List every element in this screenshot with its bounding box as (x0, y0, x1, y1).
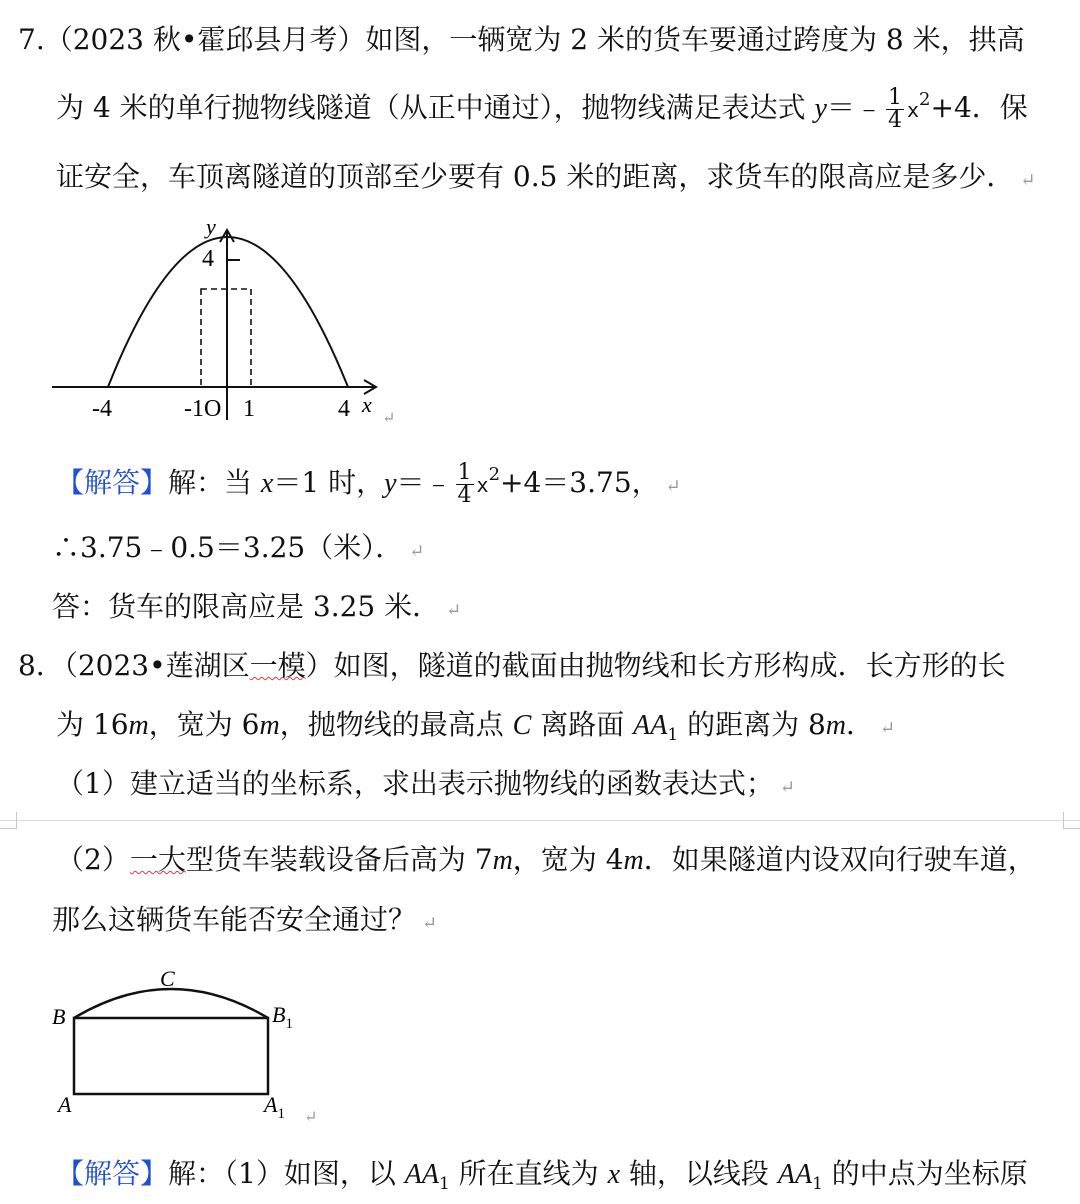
subscript: 1 (438, 1174, 450, 1194)
part2-text: 那么这辆货车能否安全通过？ (52, 903, 417, 936)
q8-text: 离路面 (531, 708, 634, 741)
segment-AA: AA (404, 1159, 439, 1190)
var-x: x (260, 468, 274, 499)
label-B1-sub: 1 (285, 1016, 293, 1032)
arch-curve (74, 989, 268, 1018)
unit-m: m (623, 845, 644, 876)
part1-text: （1）建立适当的坐标系，求出表示抛物线的函数表达式； (56, 767, 774, 800)
return-mark-icon: ↵ (409, 541, 425, 562)
unit-m: m (825, 710, 847, 741)
q8-text: ，抛物线的最高点 (279, 708, 513, 741)
q7-solution-line-2 (52, 528, 424, 572)
var-x: x (906, 98, 920, 122)
return-mark-icon: ↵ (880, 718, 896, 739)
label-B1-letter: B (272, 1002, 286, 1027)
unit-m: m (492, 845, 513, 876)
label-C: C (160, 966, 175, 991)
unit-m: m (259, 710, 280, 741)
label-A1-letter: A (264, 1092, 278, 1117)
part2-text: 型货车装载设备后高为 7 (185, 843, 493, 876)
q8-line-1 (18, 646, 1006, 686)
subscript: 1 (812, 1174, 823, 1194)
q7-line-1 (18, 20, 1025, 60)
q8-stem-1-tail: ）如图，隧道的截面由抛物线和长方形构成．长方形的长 (305, 649, 1006, 682)
q7-stem-3: 证安全，车顶离隧道的顶部至少要有 0.5 米的距离，求货车的限高应是多少． (56, 160, 1015, 193)
q7-solution-line-1 (56, 455, 681, 507)
return-mark-icon: ↵ (779, 777, 795, 798)
q8-text: ，宽为 6 (148, 708, 260, 741)
q8-text: 的距离为 8 (678, 708, 826, 741)
label-A1 (262, 1092, 285, 1122)
q8-part-2-line-2 (52, 900, 437, 944)
sol-text: +4＝3.75， (500, 466, 660, 499)
fraction-quarter (456, 462, 474, 507)
equals-minus: ＝﹣ (826, 91, 883, 124)
q7-stem-2-tail: +4．保 (930, 91, 1028, 124)
label-B: B (52, 1004, 66, 1029)
q7-line-3 (56, 157, 1035, 201)
frac-den: 4 (887, 108, 902, 133)
frac-num: 1 (457, 460, 472, 485)
x-axis-label: x (362, 392, 372, 417)
sol-text: 解：（1）如图，以 (168, 1157, 405, 1190)
segment-AA: AA (633, 710, 668, 741)
tick-label-neg1-origin: -1O (184, 396, 222, 422)
return-mark-icon: ↵ (422, 913, 438, 934)
page-corner-left (0, 812, 17, 829)
q7-final-answer (52, 587, 461, 631)
fraction-quarter (886, 87, 904, 132)
q8-part-2 (56, 840, 1036, 881)
q7-stem-1: 7.（2023 秋•霍邱县月考）如图，一辆宽为 2 米的货车要通过跨度为 8 米，拱高 (18, 23, 1025, 56)
label-A1-sub: 1 (277, 1106, 285, 1122)
return-mark-icon: ↵ (304, 1109, 318, 1126)
part2-text: ．如果隧道内设双向行驶车道， (643, 843, 1036, 876)
frac-num: 1 (887, 85, 902, 110)
q7-stem-2: 为 4 米的单行抛物线隧道（从正中通过），抛物线满足表达式 (56, 91, 815, 124)
answer-text: 答：货车的限高应是 3.25 米． (52, 590, 441, 623)
frac-den: 4 (457, 483, 472, 508)
vertex-label: 4 (202, 246, 214, 272)
answer-tag: 【解答】 (56, 1157, 169, 1190)
q8-line-2 (56, 705, 895, 755)
return-mark-icon: ↵ (1020, 170, 1036, 191)
tick-label-neg4: -4 (92, 396, 112, 422)
tick-label-4: 4 (338, 396, 350, 422)
part2-text: ，宽为 4 (512, 843, 624, 876)
q7-parabola-figure (40, 210, 400, 425)
sol-text: 轴，以线段 (620, 1157, 778, 1190)
part2-text: （2） (56, 843, 130, 876)
exponent: 2 (919, 89, 931, 110)
exponent: 2 (488, 464, 501, 485)
therefore-text: ∴3.75﹣0.5＝3.25（米）． (52, 531, 404, 564)
tick-label-1: 1 (243, 396, 255, 422)
page-break (0, 820, 1080, 821)
point-C: C (512, 710, 532, 741)
label-B1 (272, 1002, 293, 1032)
spellcheck-mark: 一大 (129, 843, 186, 876)
q8-stem-1: 8．（2023•莲湖区 (18, 649, 250, 682)
q8-text: 为 16 (56, 708, 129, 741)
subscript: 1 (667, 725, 679, 745)
label-A: A (58, 1092, 72, 1117)
var-y: y (384, 468, 397, 499)
equals-minus: ＝﹣ (396, 466, 453, 499)
return-mark-icon: ↵ (446, 600, 462, 621)
spellcheck-mark: 一模 (249, 649, 306, 682)
sol-text: 的中点为坐标原 (822, 1157, 1028, 1190)
return-mark-icon: ↵ (665, 476, 681, 497)
answer-tag: 【解答】 (56, 466, 169, 499)
q8-text: ． (846, 708, 875, 741)
var-x: x (607, 1159, 621, 1190)
segment-AA: AA (777, 1159, 813, 1190)
page-corner-right (1063, 812, 1080, 829)
q8-tunnel-figure (50, 962, 340, 1127)
var-x: x (476, 473, 489, 497)
var-y: y (814, 93, 827, 124)
tunnel-rectangle (74, 1018, 268, 1094)
sol-text: 解：当 (168, 466, 261, 499)
unit-m: m (128, 710, 149, 741)
y-axis-label: y (206, 214, 216, 239)
q8-solution-line-1 (56, 1154, 1028, 1204)
sol-text: 所在直线为 (449, 1157, 608, 1190)
sol-text: ＝1 时， (273, 466, 385, 499)
q8-part-1 (56, 764, 795, 808)
return-mark-icon: ↵ (382, 410, 396, 427)
q7-line-2 (56, 80, 1028, 132)
